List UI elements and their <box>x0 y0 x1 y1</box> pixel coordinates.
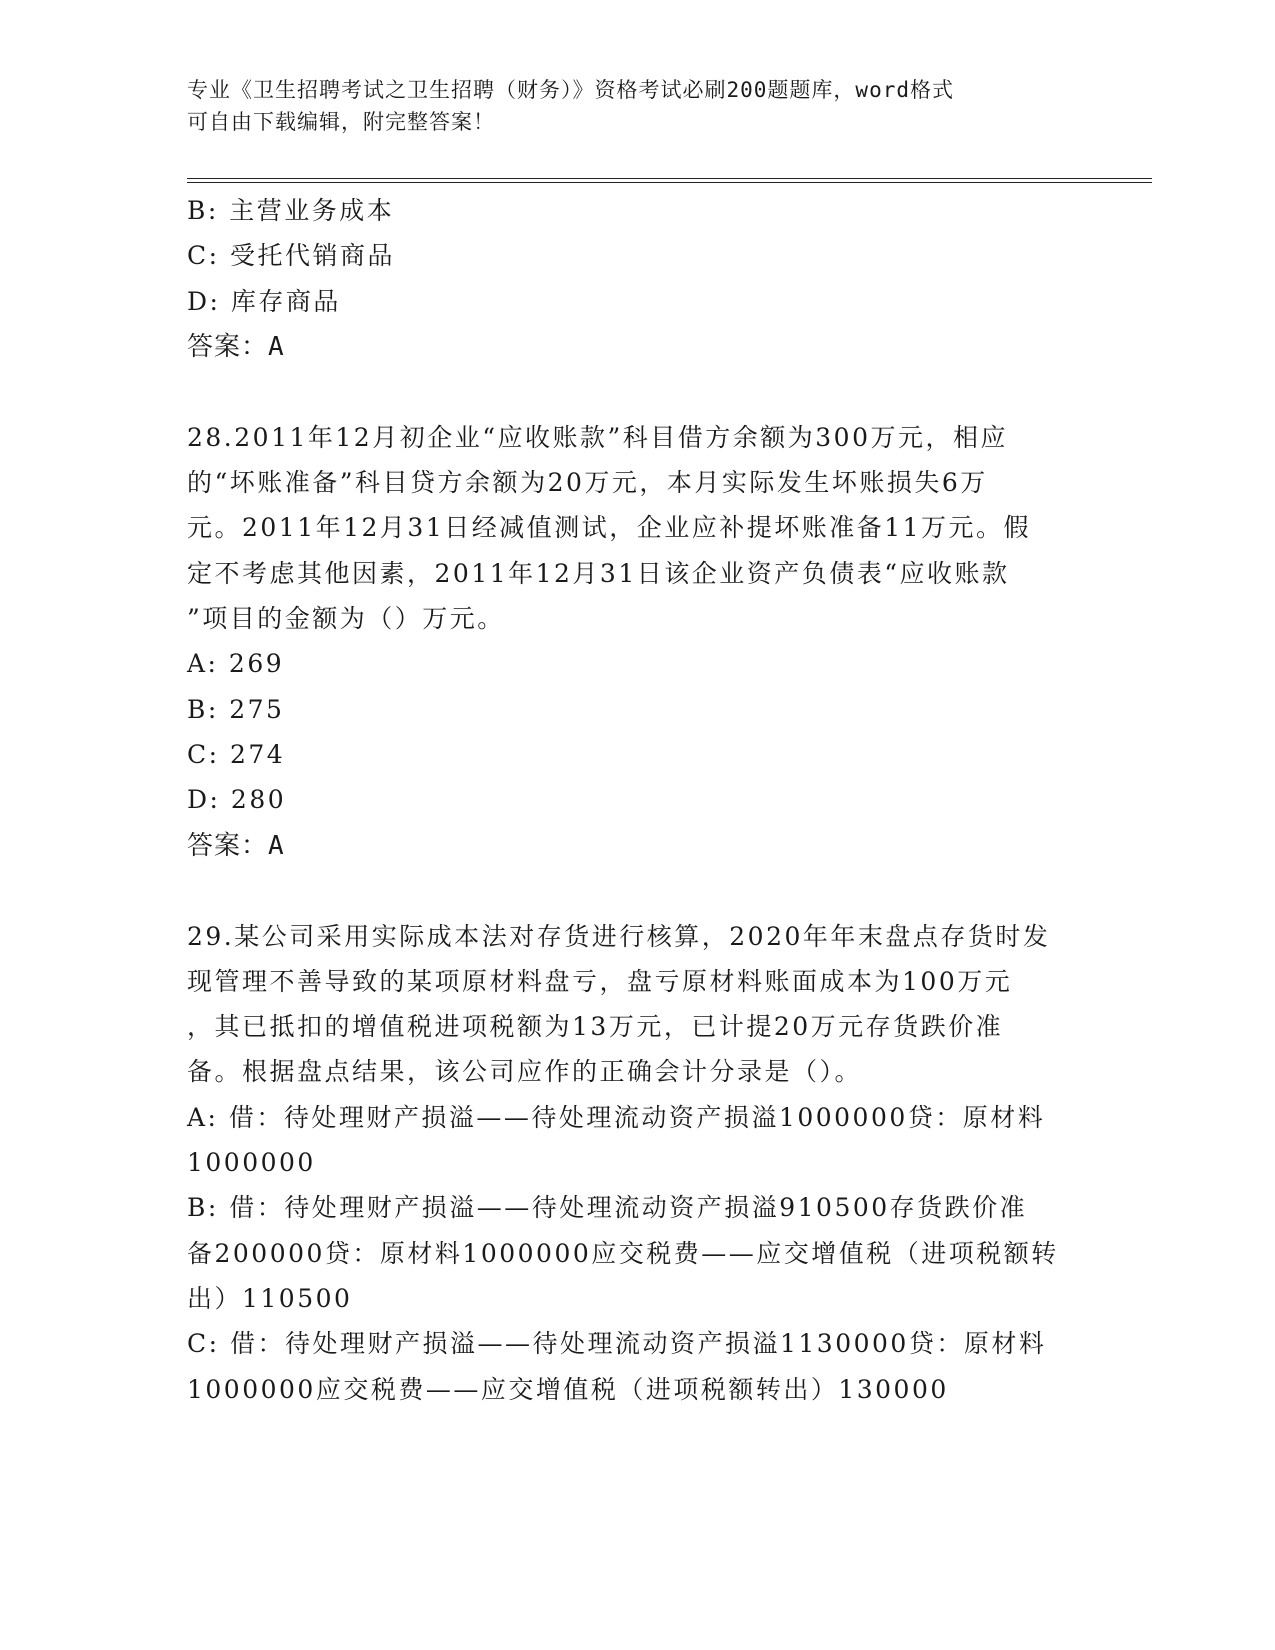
q29-option-b-line: 出）110500 <box>187 1283 353 1313</box>
q29-option-b-line: 备200000贷：原材料1000000应交税费——应交增值税（进项税额转 <box>187 1238 1059 1268</box>
q27-option-d: D: 库存商品 <box>187 286 341 316</box>
header-title-line-2: 可自由下载编辑，附完整答案！ <box>187 110 495 134</box>
q29-stem-line: 备。根据盘点结果，该公司应作的正确会计分录是（）。 <box>187 1057 863 1087</box>
q28-stem-line: ”项目的金额为（）万元。 <box>187 604 505 634</box>
q29-stem-line: 29.某公司采用实际成本法对存货进行核算，2020年年末盘点存货时发 <box>187 921 1051 951</box>
q29-option-c-line: 1000000应交税费——应交增值税（进项税额转出）130000 <box>187 1374 949 1404</box>
q29-option-a-line: A: 借：待处理财产损溢——待处理流动资产损溢1000000贷：原材料 <box>187 1102 1046 1132</box>
q28-option-d: D: 280 <box>187 785 287 815</box>
question-29 <box>187 914 1087 1412</box>
q29-option-b-line: B: 借：待处理财产损溢——待处理流动资产损溢910500存货跌价准 <box>187 1193 1028 1223</box>
q28-answer: 答案：A <box>187 830 285 861</box>
header-title-line-1: 专业《卫生招聘考试之卫生招聘（财务）》资格考试必刷200题题库，word格式 <box>187 78 954 102</box>
q28-stem-line: 元。2011年12月31日经减值测试，企业应补提坏账准备11万元。假 <box>187 513 1032 543</box>
q28-option-a: A: 269 <box>187 649 285 679</box>
q29-stem-line: 现管理不善导致的某项原材料盘亏，盘亏原材料账面成本为100万元 <box>187 966 1013 996</box>
q28-stem-line: 28.2011年12月初企业“应收账款”科目借方余额为300万元，相应 <box>187 422 1008 452</box>
q27-answer: 答案：A <box>187 331 285 362</box>
q28-option-b: B: 275 <box>187 694 285 724</box>
q29-option-a-line: 1000000 <box>187 1148 316 1178</box>
question-27 <box>187 188 1087 370</box>
q29-stem-line: ，其已抵扣的增值税进项税额为13万元，已计提20万元存货跌价准 <box>187 1012 1004 1042</box>
q29-option-c-line: C: 借：待处理财产损溢——待处理流动资产损溢1130000贷：原材料 <box>187 1329 1047 1359</box>
spacer <box>187 869 1087 914</box>
q27-option-b: B: 主营业务成本 <box>187 196 395 225</box>
header-double-rule <box>187 178 1152 183</box>
spacer <box>187 370 1087 415</box>
document-body <box>187 188 1087 1412</box>
document-header <box>187 74 1067 138</box>
q28-stem-line: 定不考虑其他因素，2011年12月31日该企业资产负债表“应收账款 <box>187 558 1010 588</box>
q28-stem-line: 的“坏账准备”科目贷方余额为20万元，本月实际发生坏账损失6万 <box>187 468 988 498</box>
q28-option-c: C: 274 <box>187 739 286 769</box>
question-28 <box>187 415 1087 869</box>
q27-option-c: C: 受托代销商品 <box>187 241 395 271</box>
